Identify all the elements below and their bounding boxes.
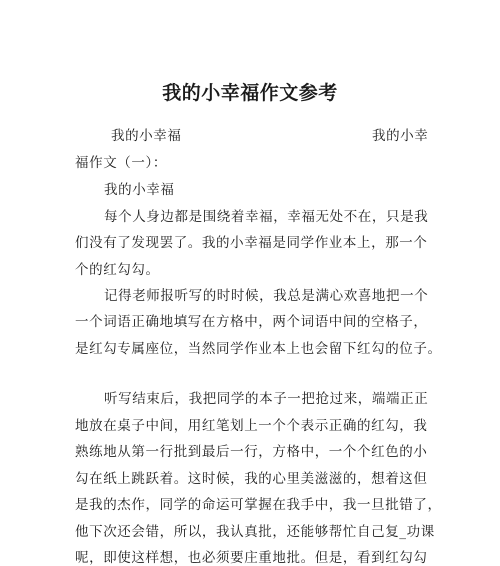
paragraph-line: 熟练地从第一行批到最后一行，方格中，一个个红色的小 <box>75 444 428 460</box>
paragraph-line: 一个词语正确地填写在方格中，两个词语中间的空格子， <box>75 314 428 330</box>
paragraph-line: 们没有了发现罢了。我的小幸福是同学作业本上，那一个 <box>75 235 428 251</box>
paragraph-line: 呢，即使这样想，也必须要庄重地批。但是，看到红勾勾 <box>75 550 428 566</box>
paragraph-line: 勾在纸上跳跃着。这时候，我的心里美滋滋的，想着这但 <box>75 471 428 487</box>
paragraph-line: 听写结束后，我把同学的本子一把抢过来，端端正正 <box>104 391 429 407</box>
paragraph-line: 地放在桌子中间，用红笔划上一个个表示正确的红勾，我 <box>75 418 428 434</box>
header-left-text: 我的小幸福 <box>111 128 182 144</box>
paragraph-line: 个的红勾勾。 <box>75 262 160 278</box>
header-right-text: 我的小幸 <box>372 128 429 144</box>
paragraph-line: 记得老师报听写的时时候，我总是满心欢喜地把一个 <box>104 288 429 304</box>
subtitle: 我的小幸福 <box>104 182 175 198</box>
document-title: 我的小幸福作文参考 <box>162 82 338 104</box>
paragraph-line: 每个人身边都是围绕着幸福，幸福无处不在，只是我 <box>104 209 429 225</box>
paragraph-line: 是我的杰作，同学的命运可掌握在我手中，我一旦批错了， <box>75 497 442 513</box>
paragraph-line: 他下次还会错，所以，我认真批，还能够帮忙自己复_功课 <box>75 524 435 540</box>
header-continuation: 福作文（一）： <box>75 155 167 171</box>
paragraph-line: 是红勾专属座位，当然同学作业本上也会留下红勾的位子。 <box>75 341 442 357</box>
